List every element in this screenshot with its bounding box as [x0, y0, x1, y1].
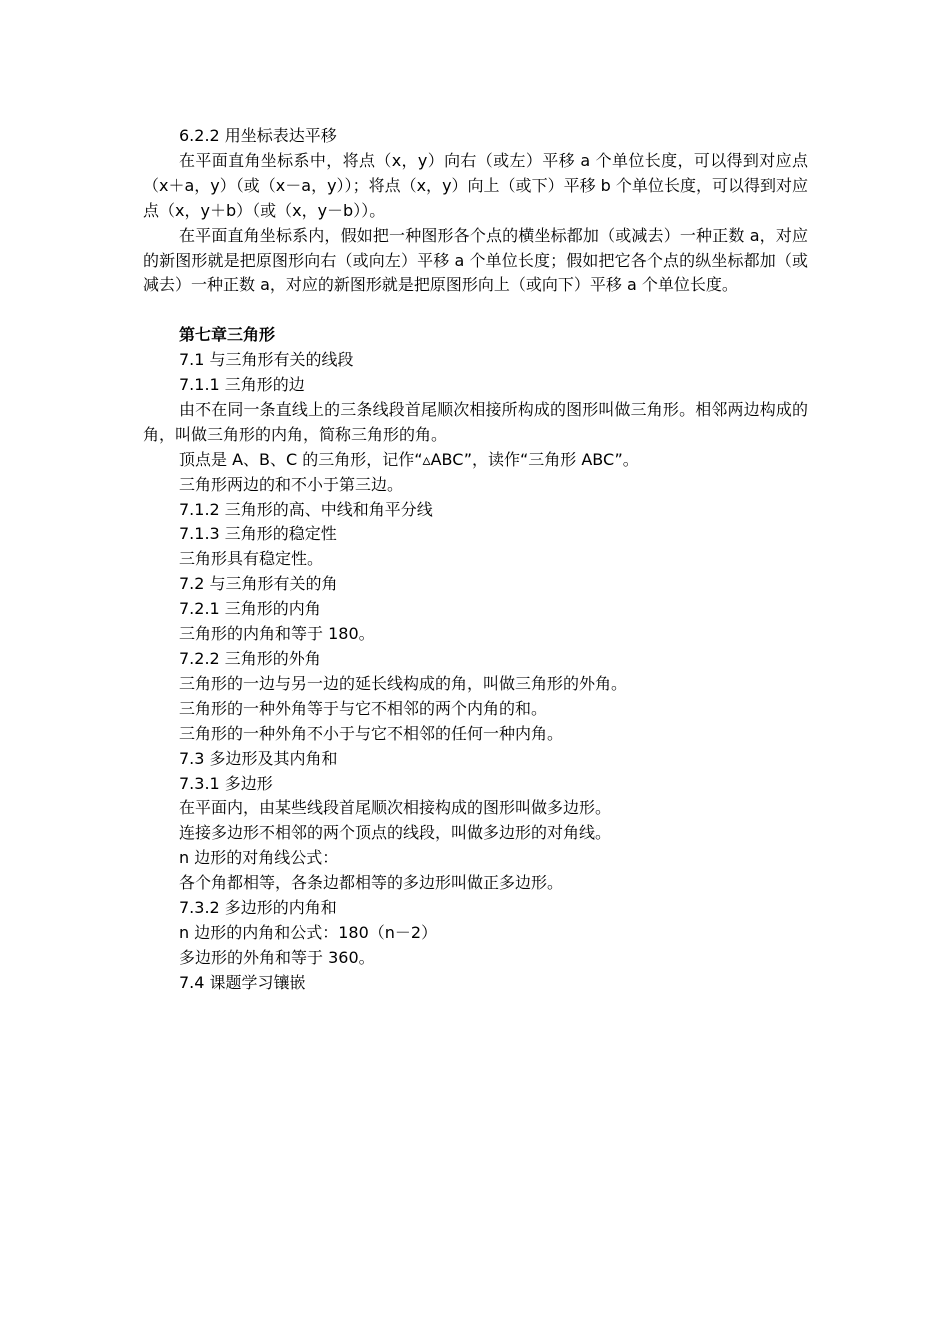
paragraph-regular-polygon: 各个角都相等，各条边都相等的多边形叫做正多边形。	[179, 873, 564, 893]
paragraph-stability: 三角形具有稳定性。	[179, 549, 324, 569]
heading-7-3-2: 7.3.2 多边形的内角和	[179, 898, 337, 918]
paragraph-triangle-definition: 由不在同一条直线上的三条线段首尾顺次相接所构成的图形叫做三角形。相邻两边构成的角，叫做三角形的内角，简称三角形的角。	[143, 399, 808, 444]
heading-7-4: 7.4 课题学习镶嵌	[179, 972, 306, 992]
paragraph-polygon-definition: 在平面内，由某些线段首尾顺次相接构成的图形叫做多边形。	[179, 798, 612, 818]
paragraph-exterior-sum: 三角形的一种外角等于与它不相邻的两个内角的和。	[179, 698, 548, 718]
heading-7-1-1: 7.1.1 三角形的边	[179, 375, 305, 395]
paragraph-diagonal-formula: n 边形的对角线公式：	[179, 848, 339, 868]
paragraph-interior-formula: n 边形的内角和公式：180（n－2）	[179, 922, 438, 942]
paragraph-translation-figures: 在平面直角坐标系内，假如把一种图形各个点的横坐标都加（或减去）一种正数 a，对应的新图形就是把原图形向右（或向左）平移 a 个单位长度；假如把它各个点的纵坐标都加（或减去）一种正数 a，对应的新图形就是把原图形向上（或向下）平移 a 个单位长度。	[143, 225, 808, 295]
heading-7-3: 7.3 多边形及其内角和	[179, 748, 338, 768]
heading-7-2: 7.2 与三角形有关的角	[179, 574, 338, 594]
heading-7-2-2: 7.2.2 三角形的外角	[179, 649, 321, 669]
paragraph-exterior-definition: 三角形的一边与另一边的延长线构成的角，叫做三角形的外角。	[179, 673, 628, 693]
blank-line	[143, 298, 808, 323]
heading-7-1-3: 7.1.3 三角形的稳定性	[179, 524, 337, 544]
heading-7-1: 7.1 与三角形有关的线段	[179, 350, 354, 370]
chapter-title: 第七章三角形	[179, 325, 276, 345]
paragraph-exterior-greater: 三角形的一种外角不小于与它不相邻的任何一种内角。	[179, 723, 564, 743]
paragraph-exterior-total: 多边形的外角和等于 360。	[179, 947, 375, 967]
heading-7-2-1: 7.2.1 三角形的内角	[179, 599, 321, 619]
paragraph-triangle-notation: 顶点是 A、B、C 的三角形，记作“▵ABC”，读作“三角形 ABC”。	[179, 449, 639, 469]
paragraph-translation-points: 在平面直角坐标系中，将点（x，y）向右（或左）平移 a 个单位长度，可以得到对应点（x＋a，y）（或（x－a，y））；将点（x，y）向上（或下）平移 b 个单位长度，可以得到对应点（x，y＋b）（或（x，y－b））。	[143, 150, 808, 220]
heading-7-3-1: 7.3.1 多边形	[179, 773, 273, 793]
paragraph-diagonal-definition: 连接多边形不相邻的两个顶点的线段，叫做多边形的对角线。	[179, 823, 612, 843]
paragraph-interior-sum: 三角形的内角和等于 180。	[179, 624, 375, 644]
document-body	[143, 124, 808, 996]
heading-6-2-2: 6.2.2 用坐标表达平移	[179, 126, 337, 145]
paragraph-two-sides: 三角形两边的和不小于第三边。	[179, 474, 404, 494]
heading-7-1-2: 7.1.2 三角形的高、中线和角平分线	[179, 499, 433, 519]
